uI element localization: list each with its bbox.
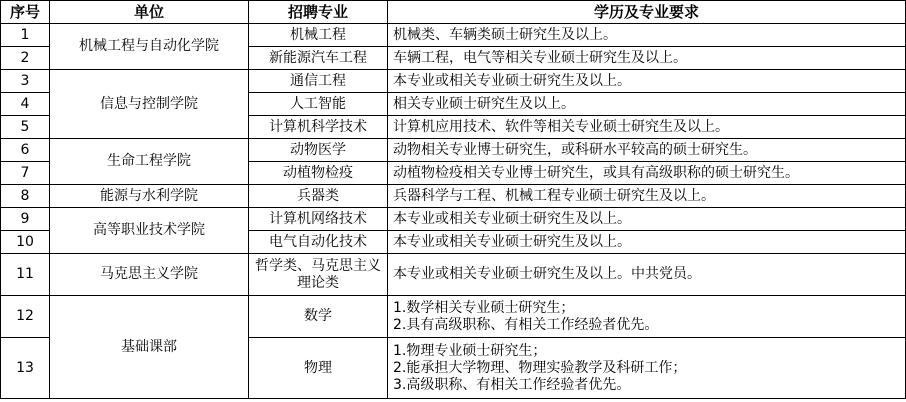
table-row xyxy=(1,70,906,93)
requirement-cell: 车辆工程，电气等相关专业硕士研究生及以上。 xyxy=(388,47,906,70)
table-row xyxy=(1,254,906,296)
major-cell: 电气自动化技术 xyxy=(249,231,388,254)
requirement-cell: 本专业或相关专业硕士研究生及以上。 xyxy=(388,208,906,231)
row-number: 11 xyxy=(1,254,50,296)
major-line: 理论类 xyxy=(297,274,339,291)
row-number: 1 xyxy=(1,24,50,47)
requirement-cell: 相关专业硕士研究生及以上。 xyxy=(388,93,906,116)
header-no: 序号 xyxy=(1,1,50,24)
row-number: 12 xyxy=(1,296,50,338)
row-number: 8 xyxy=(1,185,50,208)
header-row xyxy=(1,1,906,24)
requirement-cell: 本专业或相关专业硕士研究生及以上。 xyxy=(388,231,906,254)
row-number: 13 xyxy=(1,338,50,399)
requirement-line: 3.高级职称、有相关工作经验者优先。 xyxy=(393,376,631,393)
major-cell: 计算机网络技术 xyxy=(249,208,388,231)
row-number: 6 xyxy=(1,139,50,162)
requirement-line: 1.物理专业硕士研究生； xyxy=(393,342,547,359)
major-cell: 动物医学 xyxy=(249,139,388,162)
major-cell: 数学 xyxy=(249,296,388,338)
row-number: 4 xyxy=(1,93,50,116)
requirement-cell xyxy=(388,296,906,338)
table-row xyxy=(1,208,906,231)
header-unit: 单位 xyxy=(50,1,249,24)
unit-cell: 高等职业技术学院 xyxy=(50,208,249,254)
unit-cell: 生命工程学院 xyxy=(50,139,249,185)
major-cell: 新能源汽车工程 xyxy=(249,47,388,70)
row-number: 2 xyxy=(1,47,50,70)
unit-cell: 信息与控制学院 xyxy=(50,70,249,139)
major-cell: 人工智能 xyxy=(249,93,388,116)
unit-cell: 机械工程与自动化学院 xyxy=(50,24,249,70)
major-cell: 机械工程 xyxy=(249,24,388,47)
requirement-cell: 本专业或相关专业硕士研究生及以上。 xyxy=(388,70,906,93)
major-cell: 动植物检疫 xyxy=(249,162,388,185)
major-cell: 计算机科学技术 xyxy=(249,116,388,139)
unit-cell: 能源与水利学院 xyxy=(50,185,249,208)
unit-cell: 基础课部 xyxy=(50,296,249,399)
major-cell: 物理 xyxy=(249,338,388,399)
unit-cell: 马克思主义学院 xyxy=(50,254,249,296)
header-requirements: 学历及专业要求 xyxy=(388,1,906,24)
major-line: 哲学类、马克思主义 xyxy=(255,257,381,274)
table-row xyxy=(1,139,906,162)
row-number: 10 xyxy=(1,231,50,254)
major-cell xyxy=(249,254,388,296)
row-number: 5 xyxy=(1,116,50,139)
row-number: 9 xyxy=(1,208,50,231)
requirement-line: 2.具有高级职称、有相关工作经验者优先。 xyxy=(393,316,659,333)
table-row xyxy=(1,185,906,208)
requirement-cell: 机械类、车辆类硕士研究生及以上。 xyxy=(388,24,906,47)
requirement-line: 2.能承担大学物理、物理实验教学及科研工作； xyxy=(393,359,687,376)
requirement-cell: 动植物检疫相关专业博士研究生，或具有高级职称的硕士研究生。 xyxy=(388,162,906,185)
requirement-cell: 本专业或相关专业硕士研究生及以上。中共党员。 xyxy=(388,254,906,296)
requirement-cell: 计算机应用技术、软件等相关专业硕士研究生及以上。 xyxy=(388,116,906,139)
requirement-cell: 动物相关专业博士研究生，或科研水平较高的硕士研究生。 xyxy=(388,139,906,162)
requirement-cell xyxy=(388,338,906,399)
requirement-line: 1.数学相关专业硕士研究生； xyxy=(393,299,575,316)
header-major: 招聘专业 xyxy=(249,1,388,24)
table-row xyxy=(1,296,906,338)
requirement-cell: 兵器科学与工程、机械工程专业硕士研究生及以上。 xyxy=(388,185,906,208)
major-cell: 通信工程 xyxy=(249,70,388,93)
table-row xyxy=(1,24,906,47)
row-number: 3 xyxy=(1,70,50,93)
major-cell: 兵器类 xyxy=(249,185,388,208)
row-number: 7 xyxy=(1,162,50,185)
